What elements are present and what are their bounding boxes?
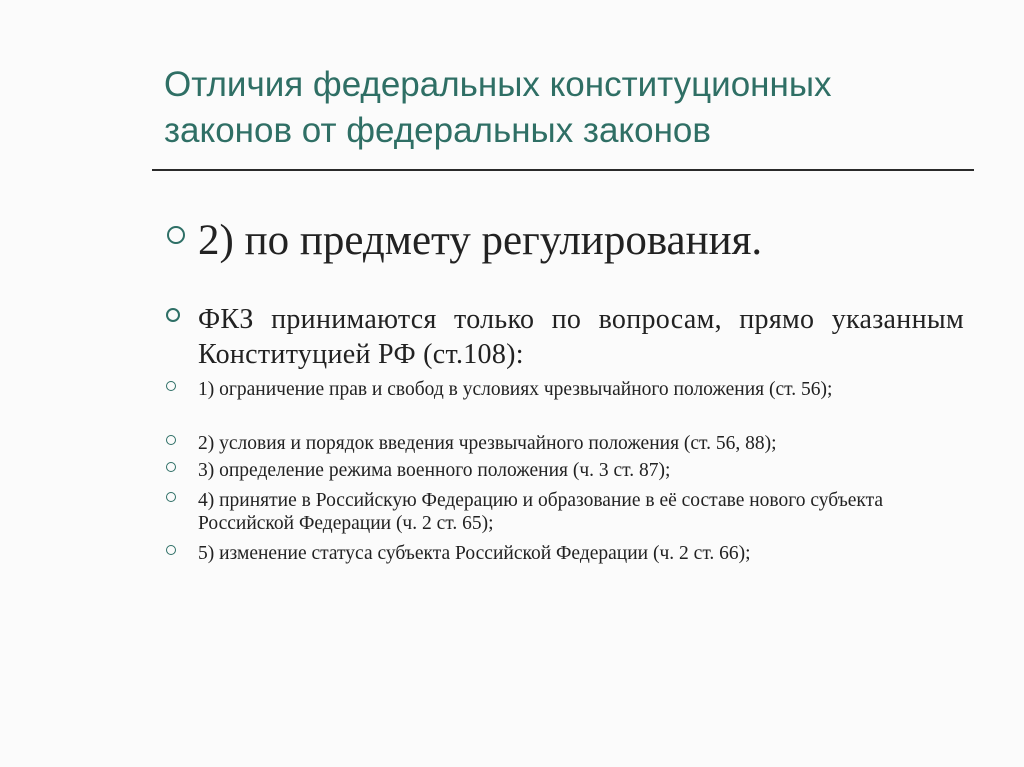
bullet-circle-icon	[166, 492, 176, 502]
list-item: 4) принятие в Российскую Федерацию и образование в её составе нового субъекта Российской Федерации (ч. 2 ст. 65);	[198, 490, 884, 534]
title-divider	[152, 169, 974, 171]
slide-title-line-1: Отличия федеральных конституционных	[164, 65, 832, 104]
bullet-circle-icon	[166, 308, 180, 322]
bullet-circle-icon	[166, 545, 176, 555]
slide-title	[164, 62, 964, 154]
main-point: ФКЗ принимаются только по вопросам, прямо указанным Конституцией РФ (ст.108):	[198, 304, 964, 370]
bullet-circle-icon	[166, 381, 176, 391]
heading-point: 2) по предмету регулирования.	[198, 217, 763, 264]
list-item: 3) определение режима военного положения (ч. 3 ст. 87);	[198, 460, 671, 481]
list-item: 1) ограничение прав и свобод в условиях чрезвычайного положения (ст. 56);	[198, 379, 833, 400]
list-item: 5) изменение статуса субъекта Российской Федерации (ч. 2 ст. 66);	[198, 543, 751, 564]
bullet-circle-icon	[167, 226, 185, 244]
bullet-circle-icon	[166, 435, 176, 445]
slide-title-line-2: законов от федеральных законов	[164, 111, 711, 150]
list-item: 2) условия и порядок введения чрезвычайного положения (ст. 56, 88);	[198, 433, 777, 454]
bullet-circle-icon	[166, 462, 176, 472]
